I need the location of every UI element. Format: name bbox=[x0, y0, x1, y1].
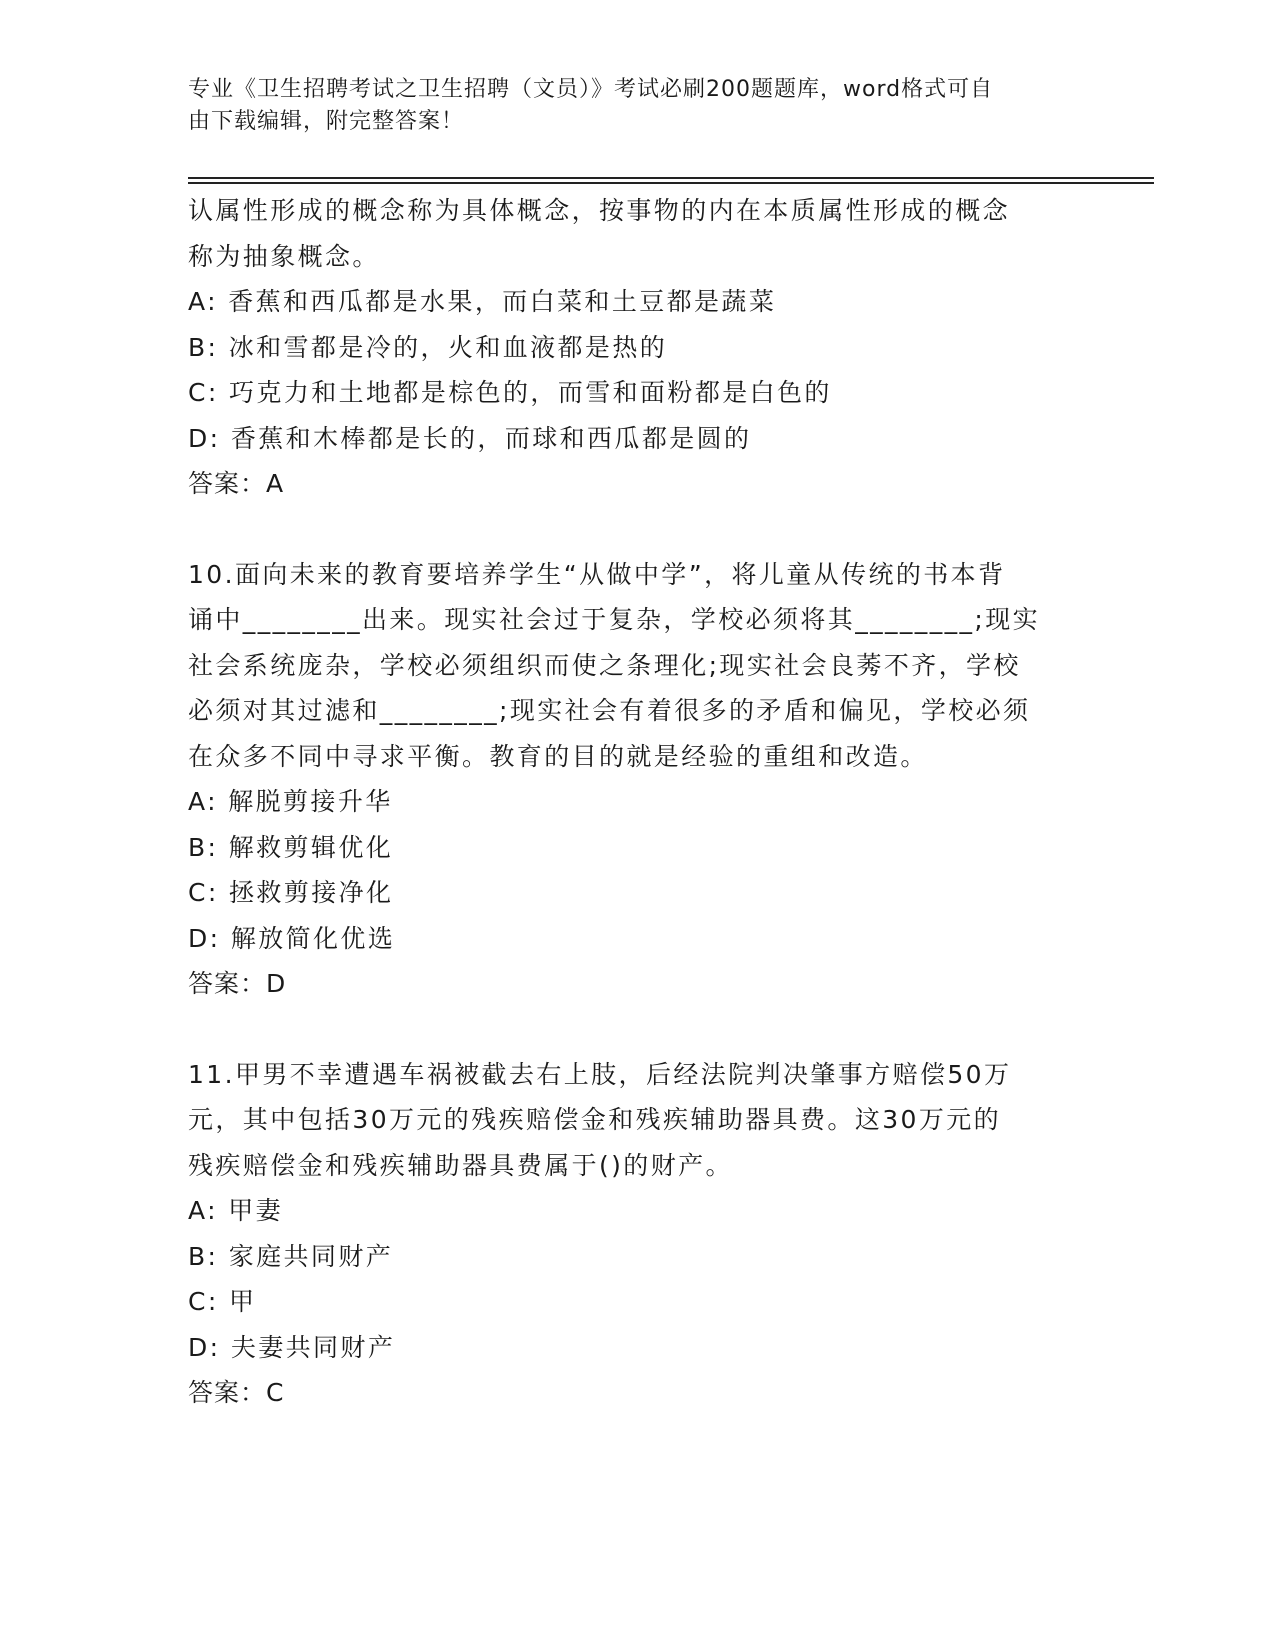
option-b: B: 家庭共同财产 bbox=[188, 1241, 394, 1271]
document-body bbox=[188, 188, 1088, 1416]
question-spacer bbox=[188, 507, 1088, 552]
question-stem-line: 残疾赔偿金和残疾辅助器具费属于()的财产。 bbox=[188, 1150, 733, 1180]
option-b: B: 解救剪辑优化 bbox=[188, 832, 394, 862]
option-b: B: 冰和雪都是冷的，火和血液都是热的 bbox=[188, 332, 668, 362]
header-title-line-1: 专业《卫生招聘考试之卫生招聘（文员）》考试必刷200题题库，word格式可自 bbox=[188, 77, 994, 102]
answer-line: 答案：C bbox=[188, 1378, 285, 1407]
question-stem-line: 必须对其过滤和________;现实社会有着很多的矛盾和偏见，学校必须 bbox=[188, 696, 1031, 725]
option-c: C: 巧克力和土地都是棕色的，而雪和面粉都是白色的 bbox=[188, 378, 832, 407]
header-divider-top bbox=[188, 177, 1154, 179]
option-c: C: 拯救剪接净化 bbox=[188, 878, 394, 907]
header-title-line-2: 由下载编辑，附完整答案！ bbox=[188, 109, 465, 134]
option-d: D: 香蕉和木棒都是长的，而球和西瓜都是圆的 bbox=[188, 423, 752, 453]
option-a: A: 解脱剪接升华 bbox=[188, 787, 393, 816]
option-d: D: 解放简化优选 bbox=[188, 923, 396, 953]
option-a: A: 甲妻 bbox=[188, 1196, 284, 1225]
question-stem-line: 称为抽象概念。 bbox=[188, 241, 380, 271]
question-stem-line: 社会系统庞杂，学校必须组织而使之条理化;现实社会良莠不齐，学校 bbox=[188, 650, 1021, 680]
option-a: A: 香蕉和西瓜都是水果，而白菜和土豆都是蔬菜 bbox=[188, 287, 777, 316]
question-11 bbox=[188, 1052, 1088, 1416]
option-c: C: 甲 bbox=[188, 1287, 257, 1316]
question-stem-line: 在众多不同中寻求平衡。教育的目的就是经验的重组和改造。 bbox=[188, 741, 928, 771]
question-stem-line: 11.甲男不幸遭遇车祸被截去右上肢，后经法院判决肇事方赔偿50万 bbox=[188, 1059, 1012, 1089]
question-10 bbox=[188, 552, 1088, 1007]
answer-line: 答案：A bbox=[188, 469, 285, 498]
question-9 bbox=[188, 188, 1088, 507]
document-header bbox=[188, 74, 1068, 138]
question-stem-line: 10.面向未来的教育要培养学生“从做中学”，将儿童从传统的书本背 bbox=[188, 559, 1006, 589]
question-spacer bbox=[188, 1007, 1088, 1052]
question-stem-line: 认属性形成的概念称为具体概念，按事物的内在本质属性形成的概念 bbox=[188, 196, 1011, 225]
question-stem-line: 元，其中包括30万元的残疾赔偿金和残疾辅助器具费。这30万元的 bbox=[188, 1105, 1002, 1134]
header-divider-bottom bbox=[188, 182, 1154, 184]
option-d: D: 夫妻共同财产 bbox=[188, 1332, 396, 1362]
question-stem-line: 诵中________出来。现实社会过于复杂，学校必须将其________;现实 bbox=[188, 605, 1041, 634]
answer-line: 答案：D bbox=[188, 969, 287, 998]
